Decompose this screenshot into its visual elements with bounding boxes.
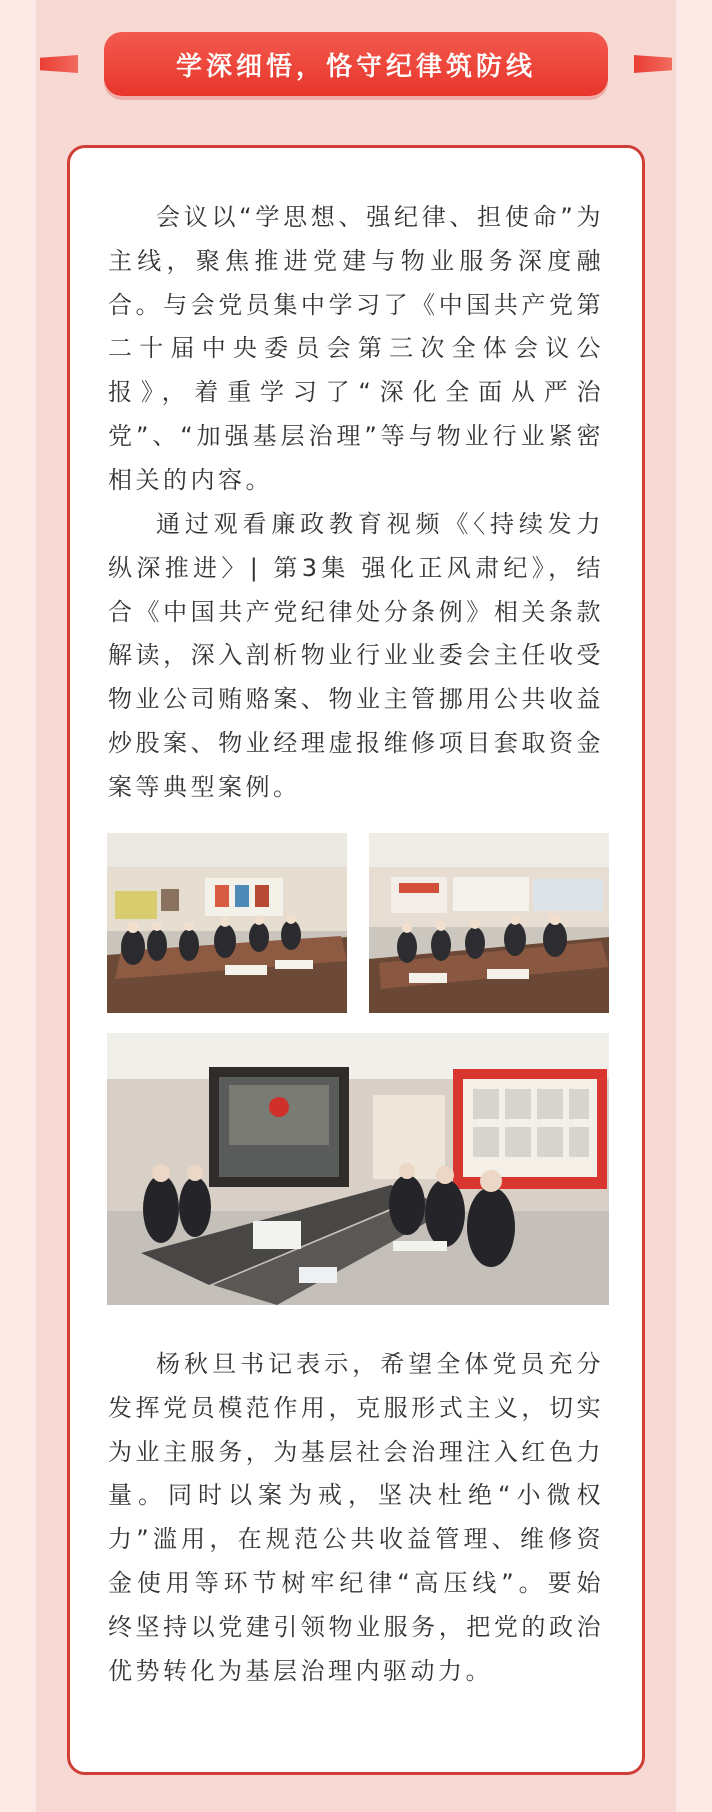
article-paragraph-2: 通过观看廉政教育视频《〈持续发力 纵深推进〉| 第3集 强化正风肃纪》，结合《中国共产党纪律处分条例》相关条款解读，深入剖析物业行业业委会主任收受物业公司贿赂案、物业主管挪用公共收益炒股案、物业经理虚报维修项目套取资金案等典型案例。 — [108, 510, 604, 801]
meeting-photo-2 — [369, 833, 609, 1013]
meeting-photo-3 — [107, 1033, 609, 1305]
article-paragraph-1: 会议以“学思想、强纪律、担使命”为主线，聚焦推进党建与物业服务深度融合。与会党员集中学习了《中国共产党第二十届中央委员会第三次全体会议公报》，着重学习了“深化全面从严治党”、“加强基层治理”等与物业行业紧密相关的内容。 — [108, 203, 604, 494]
article-paragraph-3: 杨秋旦书记表示，希望全体党员充分发挥党员模范作用，克服形式主义，切实为业主服务，为基层社会治理注入红色力量。同时以案为戒，坚决杜绝“小微权力”滥用，在规范公共收益管理、维修资金使用等环节树牢纪律“高压线”。要始终坚持以党建引领物业服务，把党的政治优势转化为基层治理内驱动力。 — [108, 1350, 604, 1685]
left-ribbon-flag — [40, 55, 78, 73]
right-ribbon-flag — [634, 55, 672, 73]
meeting-photo-1 — [107, 833, 347, 1013]
section-title: 学深细悟，恪守纪律筑防线 — [175, 51, 536, 82]
article-card — [67, 145, 645, 1775]
section-title-banner — [104, 32, 608, 96]
